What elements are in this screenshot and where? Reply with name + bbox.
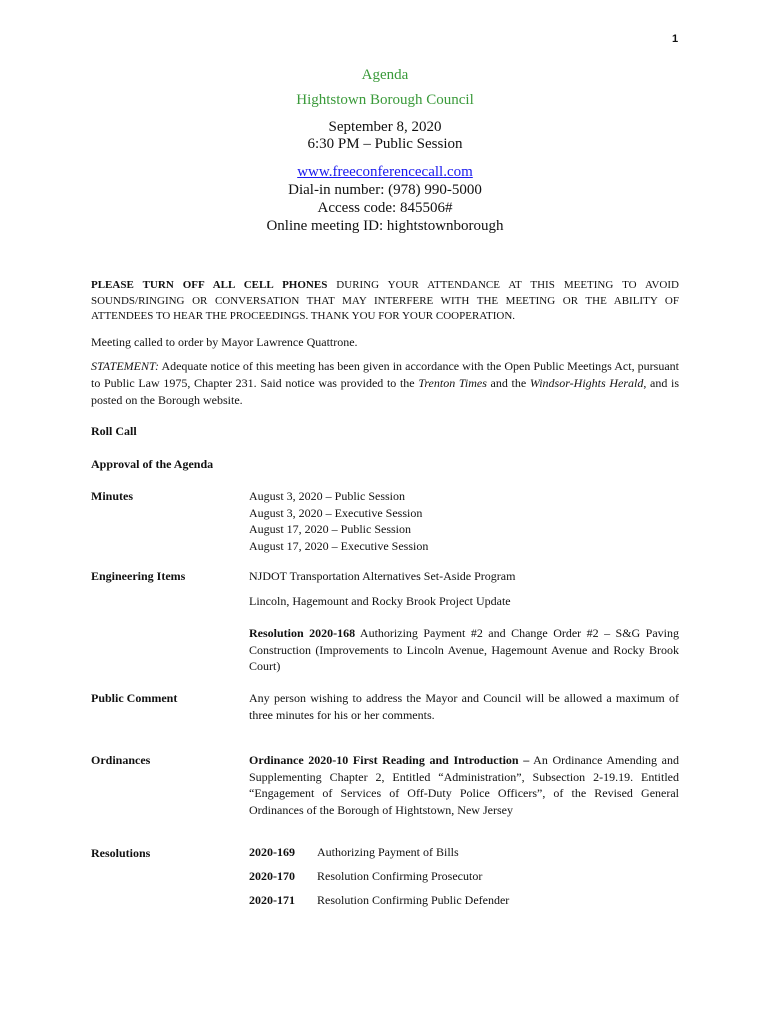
- resolution-title: Resolution Confirming Prosecutor: [317, 869, 483, 883]
- approval-heading: Approval of the Agenda: [91, 457, 214, 471]
- agenda-title: Agenda: [361, 67, 409, 83]
- engineering-item-2: Lincoln, Hagemount and Rocky Brook Project Update: [249, 594, 511, 608]
- council-name: Hightstown Borough Council: [296, 92, 474, 108]
- statement-label: STATEMENT:: [91, 359, 160, 373]
- engineering-item-1: NJDOT Transportation Alternatives Set-Aside Program: [249, 569, 516, 583]
- resolution-title: Resolution Confirming Public Defender: [317, 893, 510, 907]
- statement-text-2: and the: [486, 376, 530, 390]
- page-number: 1: [672, 33, 679, 45]
- engineering-resolution: [249, 625, 679, 675]
- minutes-list: [249, 488, 679, 554]
- notice-bold-lead: PLEASE TURN OFF ALL CELL PHONES: [91, 279, 328, 291]
- statement-paragraph: [91, 358, 679, 409]
- minutes-heading: Minutes: [91, 489, 133, 503]
- minutes-item: August 17, 2020 – Executive Session: [249, 538, 429, 553]
- ordinances-heading: Ordinances: [91, 753, 151, 767]
- meeting-session: 6:30 PM – Public Session: [307, 136, 463, 152]
- statement-paper-1: Trenton Times: [418, 376, 487, 390]
- ordinance-body: An Ordinance Amending and Supplementing Chapter 2, Entitled “Administration”, Subsection 2-19.19. Entitled “Engagement of Services of Off-Duty Police Officers”, of the Revised General Ordinances of the Borough of Hightstown, New Jersey: [249, 753, 679, 817]
- statement-text-3: , and is posted on the Borough website.: [91, 376, 679, 407]
- resolution-168-text: Authorizing Payment #2 and Change Order #2 – S&G Paving Construction (Improvements to Lincoln Avenue, Hagemount Avenue and Rocky Brook Court): [249, 626, 680, 673]
- meeting-date: September 8, 2020: [328, 119, 442, 135]
- public-comment-text: Any person wishing to address the Mayor and Council will be allowed a maximum of three minutes for his or her comments.: [249, 691, 679, 722]
- statement-text-1: Adequate notice of this meeting has been given in accordance with the Open Public Meetings Act, pursuant to Public Law 1975, Chapter 231. Said notice was provided to the: [91, 359, 679, 390]
- resolution-168-number: Resolution 2020-168: [249, 626, 356, 640]
- resolution-title: Authorizing Payment of Bills: [317, 845, 459, 859]
- roll-call-heading: Roll Call: [91, 424, 137, 438]
- resolution-number: 2020-169: [249, 845, 295, 859]
- ordinance-title: Ordinance 2020-10 First Reading and Introduction –: [249, 753, 530, 767]
- resolution-number: 2020-171: [249, 893, 295, 907]
- dial-in-number: Dial-in number: (978) 990-5000: [288, 182, 482, 198]
- resolutions-heading: Resolutions: [91, 846, 151, 860]
- access-code: Access code: 845506#: [317, 200, 453, 216]
- conference-website-link[interactable]: www.freeconferencecall.com: [297, 164, 473, 180]
- engineering-heading: Engineering Items: [91, 569, 186, 583]
- online-meeting-id: Online meeting ID: hightstownborough: [266, 218, 504, 234]
- public-comment-heading: Public Comment: [91, 691, 178, 705]
- minutes-item: August 3, 2020 – Public Session: [249, 489, 406, 503]
- cell-phone-notice: [91, 278, 679, 325]
- resolution-number: 2020-170: [249, 869, 295, 883]
- notice-text: DURING YOUR ATTENDANCE AT THIS MEETING TO AVOID SOUNDS/RINGING OR CONVERSATION THAT MAY INTERFERE WITH THE MEETING OR THE ABILITY OF ATTENDEES TO HEAR THE PROCEEDINGS. THANK YOU FOR YOUR COOPERATION.: [91, 279, 679, 322]
- ordinance-text: [249, 752, 679, 818]
- statement-paper-2: Windsor-Hights Herald: [529, 376, 644, 390]
- minutes-item: August 17, 2020 – Public Session: [249, 522, 412, 536]
- minutes-item: August 3, 2020 – Executive Session: [249, 505, 423, 520]
- called-to-order: Meeting called to order by Mayor Lawrence Quattrone.: [91, 335, 358, 349]
